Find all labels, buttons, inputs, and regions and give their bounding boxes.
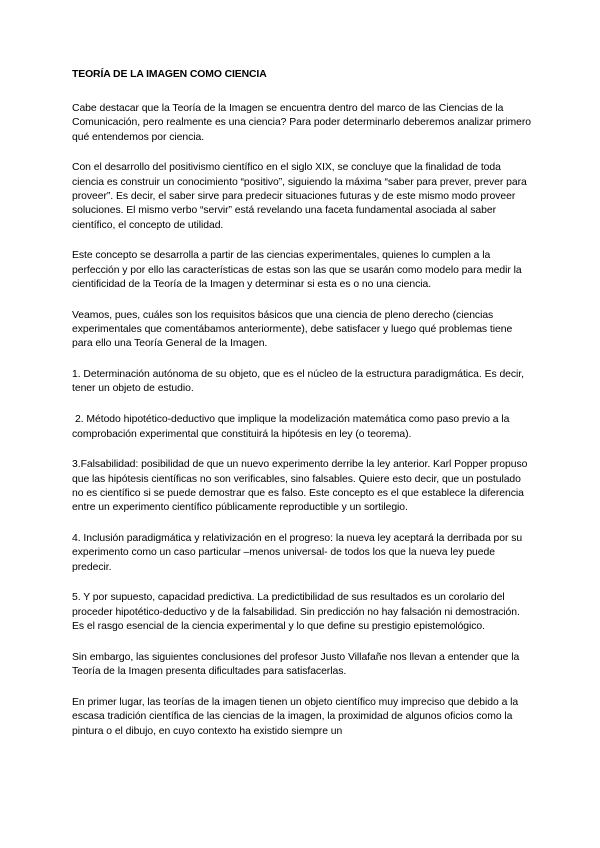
paragraph-positivism: Con el desarrollo del positivismo científico en el siglo XIX, se concluye que la finalidad de toda ciencia es construir un conocimiento “positivo”, siguiendo la máxima “saber para prever, prever para proveer”. Es decir, el saber sirve para predecir situaciones futuras y de este mismo modo proveer soluciones. El mismo verbo “servir” está revelando una faceta fundamental asociada al saber científico, el concepto de utilidad.: [72, 162, 527, 231]
list-item-2: 2. Método hipotético-deductivo que implique la modelización matemática como paso previo a la comprobación experimental que constituirá la hipótesis en ley (o teorema).: [72, 414, 510, 440]
paragraph-intro: Cabe destacar que la Teoría de la Imagen se encuentra dentro del marco de las Ciencias de la Comunicación, pero realmente es una ciencia? Para poder determinarlo deberemos analizar primero qué entendemos por ciencia.: [72, 103, 532, 143]
document-page: [72, 68, 532, 755]
list-item-5: 5. Y por supuesto, capacidad predictiva. La predictibilidad de sus resultados es un corolario del proceder hipotético-deductivo y de la falsabilidad. Sin predicción no hay falsación ni demostración. Es el rasgo esencial de la ciencia experimental y lo que define su prestigio epistemológico.: [72, 592, 520, 633]
paragraph-villafane: Sin embargo, las siguientes conclusiones del profesor Justo Villafañe nos llevan a entender que la Teoría de la Imagen presenta dificultades para satisfacerlas.: [72, 651, 520, 678]
paragraph-requirements-intro: Veamos, pues, cuáles son los requisitos básicos que una ciencia de pleno derecho (ciencias experimentales que comentábamos anteriormente), debe satisfacer y luego qué problemas tiene para ello una Teoría General de la Imagen.: [72, 309, 513, 350]
list-item-3: 3.Falsabilidad: posibilidad de que un nuevo experimento derribe la ley anterior. Karl Popper propuso que las hipótesis científicas no son verificables, sino falsables. Quiere esto decir, que un postulado no es científico si se puede demostrar que es falso. Este concepto es el que establece la diferencia entre un experimento científico públicamente reproductible y un sortilegio.: [72, 459, 528, 514]
list-item-4: 4. Inclusión paradigmática y relativización en el progreso: la nueva ley aceptará la derribada por su experimento como un caso particular –menos universal- de todos los que la nueva ley puede predecir.: [72, 533, 523, 573]
paragraph-experimental-sciences: Este concepto se desarrolla a partir de las ciencias experimentales, quienes lo cumplen a la perfección y por ello las características de estas son las que se usarán como modelo para medir la cientificidad de la Teoría de la Imagen y determinar si esta es o no una ciencia.: [72, 250, 522, 290]
paragraph-first-place: En primer lugar, las teorías de la imagen tienen un objeto científico muy impreciso que debido a la escasa tradición científica de las ciencias de la imagen, la proximidad de algunos oficios como la pintura o el dibujo, en cuyo contexto ha existido siempre un: [72, 696, 519, 737]
document-title: TEORÍA DE LA IMAGEN COMO CIENCIA: [72, 69, 267, 80]
list-item-1: 1. Determinación autónoma de su objeto, que es el núcleo de la estructura paradigmática. Es decir, tener un objeto de estudio.: [72, 369, 524, 395]
